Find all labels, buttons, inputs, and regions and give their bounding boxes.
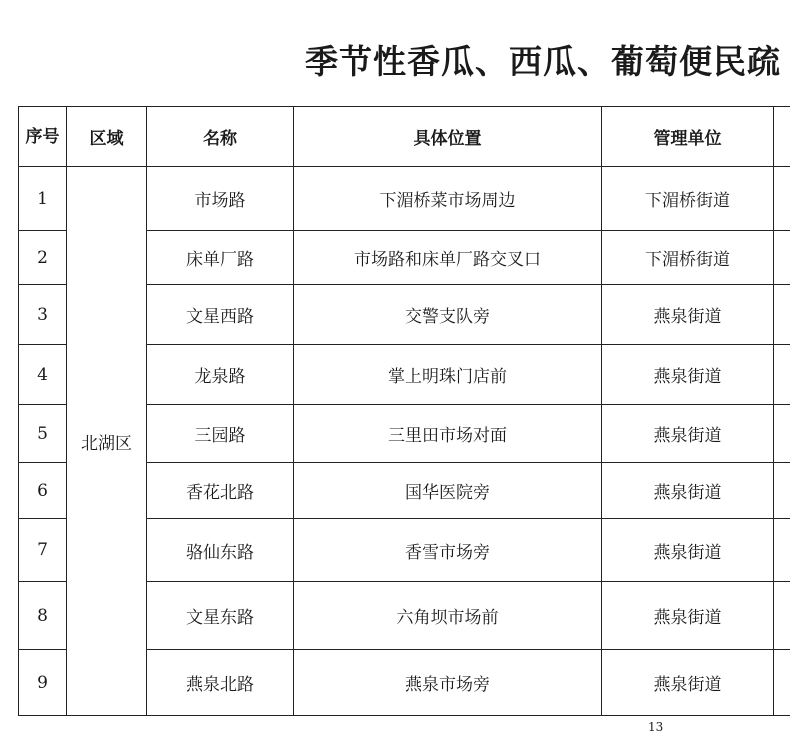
cell-extra: [774, 650, 790, 716]
cell-extra: [774, 582, 790, 650]
cell-seq: 7: [19, 519, 67, 582]
cell-manager: 燕泉街道: [602, 519, 774, 582]
cell-location: 市场路和床单厂路交叉口: [294, 231, 602, 285]
cell-extra: [774, 285, 790, 345]
cell-name: 香花北路: [147, 463, 294, 519]
cell-name: 燕泉北路: [147, 650, 294, 716]
cell-location: 三里田市场对面: [294, 405, 602, 463]
cell-location: 香雪市场旁: [294, 519, 602, 582]
stalls-table: [18, 106, 790, 716]
cell-manager: 燕泉街道: [602, 405, 774, 463]
cell-extra: [774, 519, 790, 582]
table-row: [19, 167, 790, 231]
cell-seq: 3: [19, 285, 67, 345]
cell-name: 骆仙东路: [147, 519, 294, 582]
cell-manager: 燕泉街道: [602, 345, 774, 405]
table-header-row: [19, 107, 790, 167]
cell-location: 交警支队旁: [294, 285, 602, 345]
cell-name: 市场路: [147, 167, 294, 231]
cell-location: 六角坝市场前: [294, 582, 602, 650]
cell-manager: 燕泉街道: [602, 463, 774, 519]
cell-location: 国华医院旁: [294, 463, 602, 519]
header-district: 区域: [67, 107, 147, 167]
cell-seq: 8: [19, 582, 67, 650]
cell-district: 北湖区: [67, 167, 147, 716]
cell-extra: [774, 463, 790, 519]
cell-extra: [774, 167, 790, 231]
page-number: 13: [648, 720, 663, 734]
cell-location: 下湄桥菜市场周边: [294, 167, 602, 231]
header-manager: 管理单位: [602, 107, 774, 167]
cell-name: 文星东路: [147, 582, 294, 650]
cell-name: 文星西路: [147, 285, 294, 345]
cell-seq: 2: [19, 231, 67, 285]
header-seq: 序号: [19, 107, 67, 167]
cell-seq: 1: [19, 167, 67, 231]
cell-seq: 9: [19, 650, 67, 716]
header-extra: [774, 107, 790, 167]
cell-manager: 燕泉街道: [602, 650, 774, 716]
cell-manager: 下湄桥街道: [602, 231, 774, 285]
cell-location: 掌上明珠门店前: [294, 345, 602, 405]
cell-extra: [774, 405, 790, 463]
cell-seq: 5: [19, 405, 67, 463]
cell-manager: 燕泉街道: [602, 285, 774, 345]
cell-manager: 燕泉街道: [602, 582, 774, 650]
cell-name: 龙泉路: [147, 345, 294, 405]
cell-location: 燕泉市场旁: [294, 650, 602, 716]
cell-extra: [774, 345, 790, 405]
cell-extra: [774, 231, 790, 285]
cell-name: 床单厂路: [147, 231, 294, 285]
cell-name: 三园路: [147, 405, 294, 463]
cell-seq: 6: [19, 463, 67, 519]
document-title: 季节性香瓜、西瓜、葡萄便民疏: [305, 36, 781, 83]
cell-manager: 下湄桥街道: [602, 167, 774, 231]
header-name: 名称: [147, 107, 294, 167]
cell-seq: 4: [19, 345, 67, 405]
header-location: 具体位置: [294, 107, 602, 167]
